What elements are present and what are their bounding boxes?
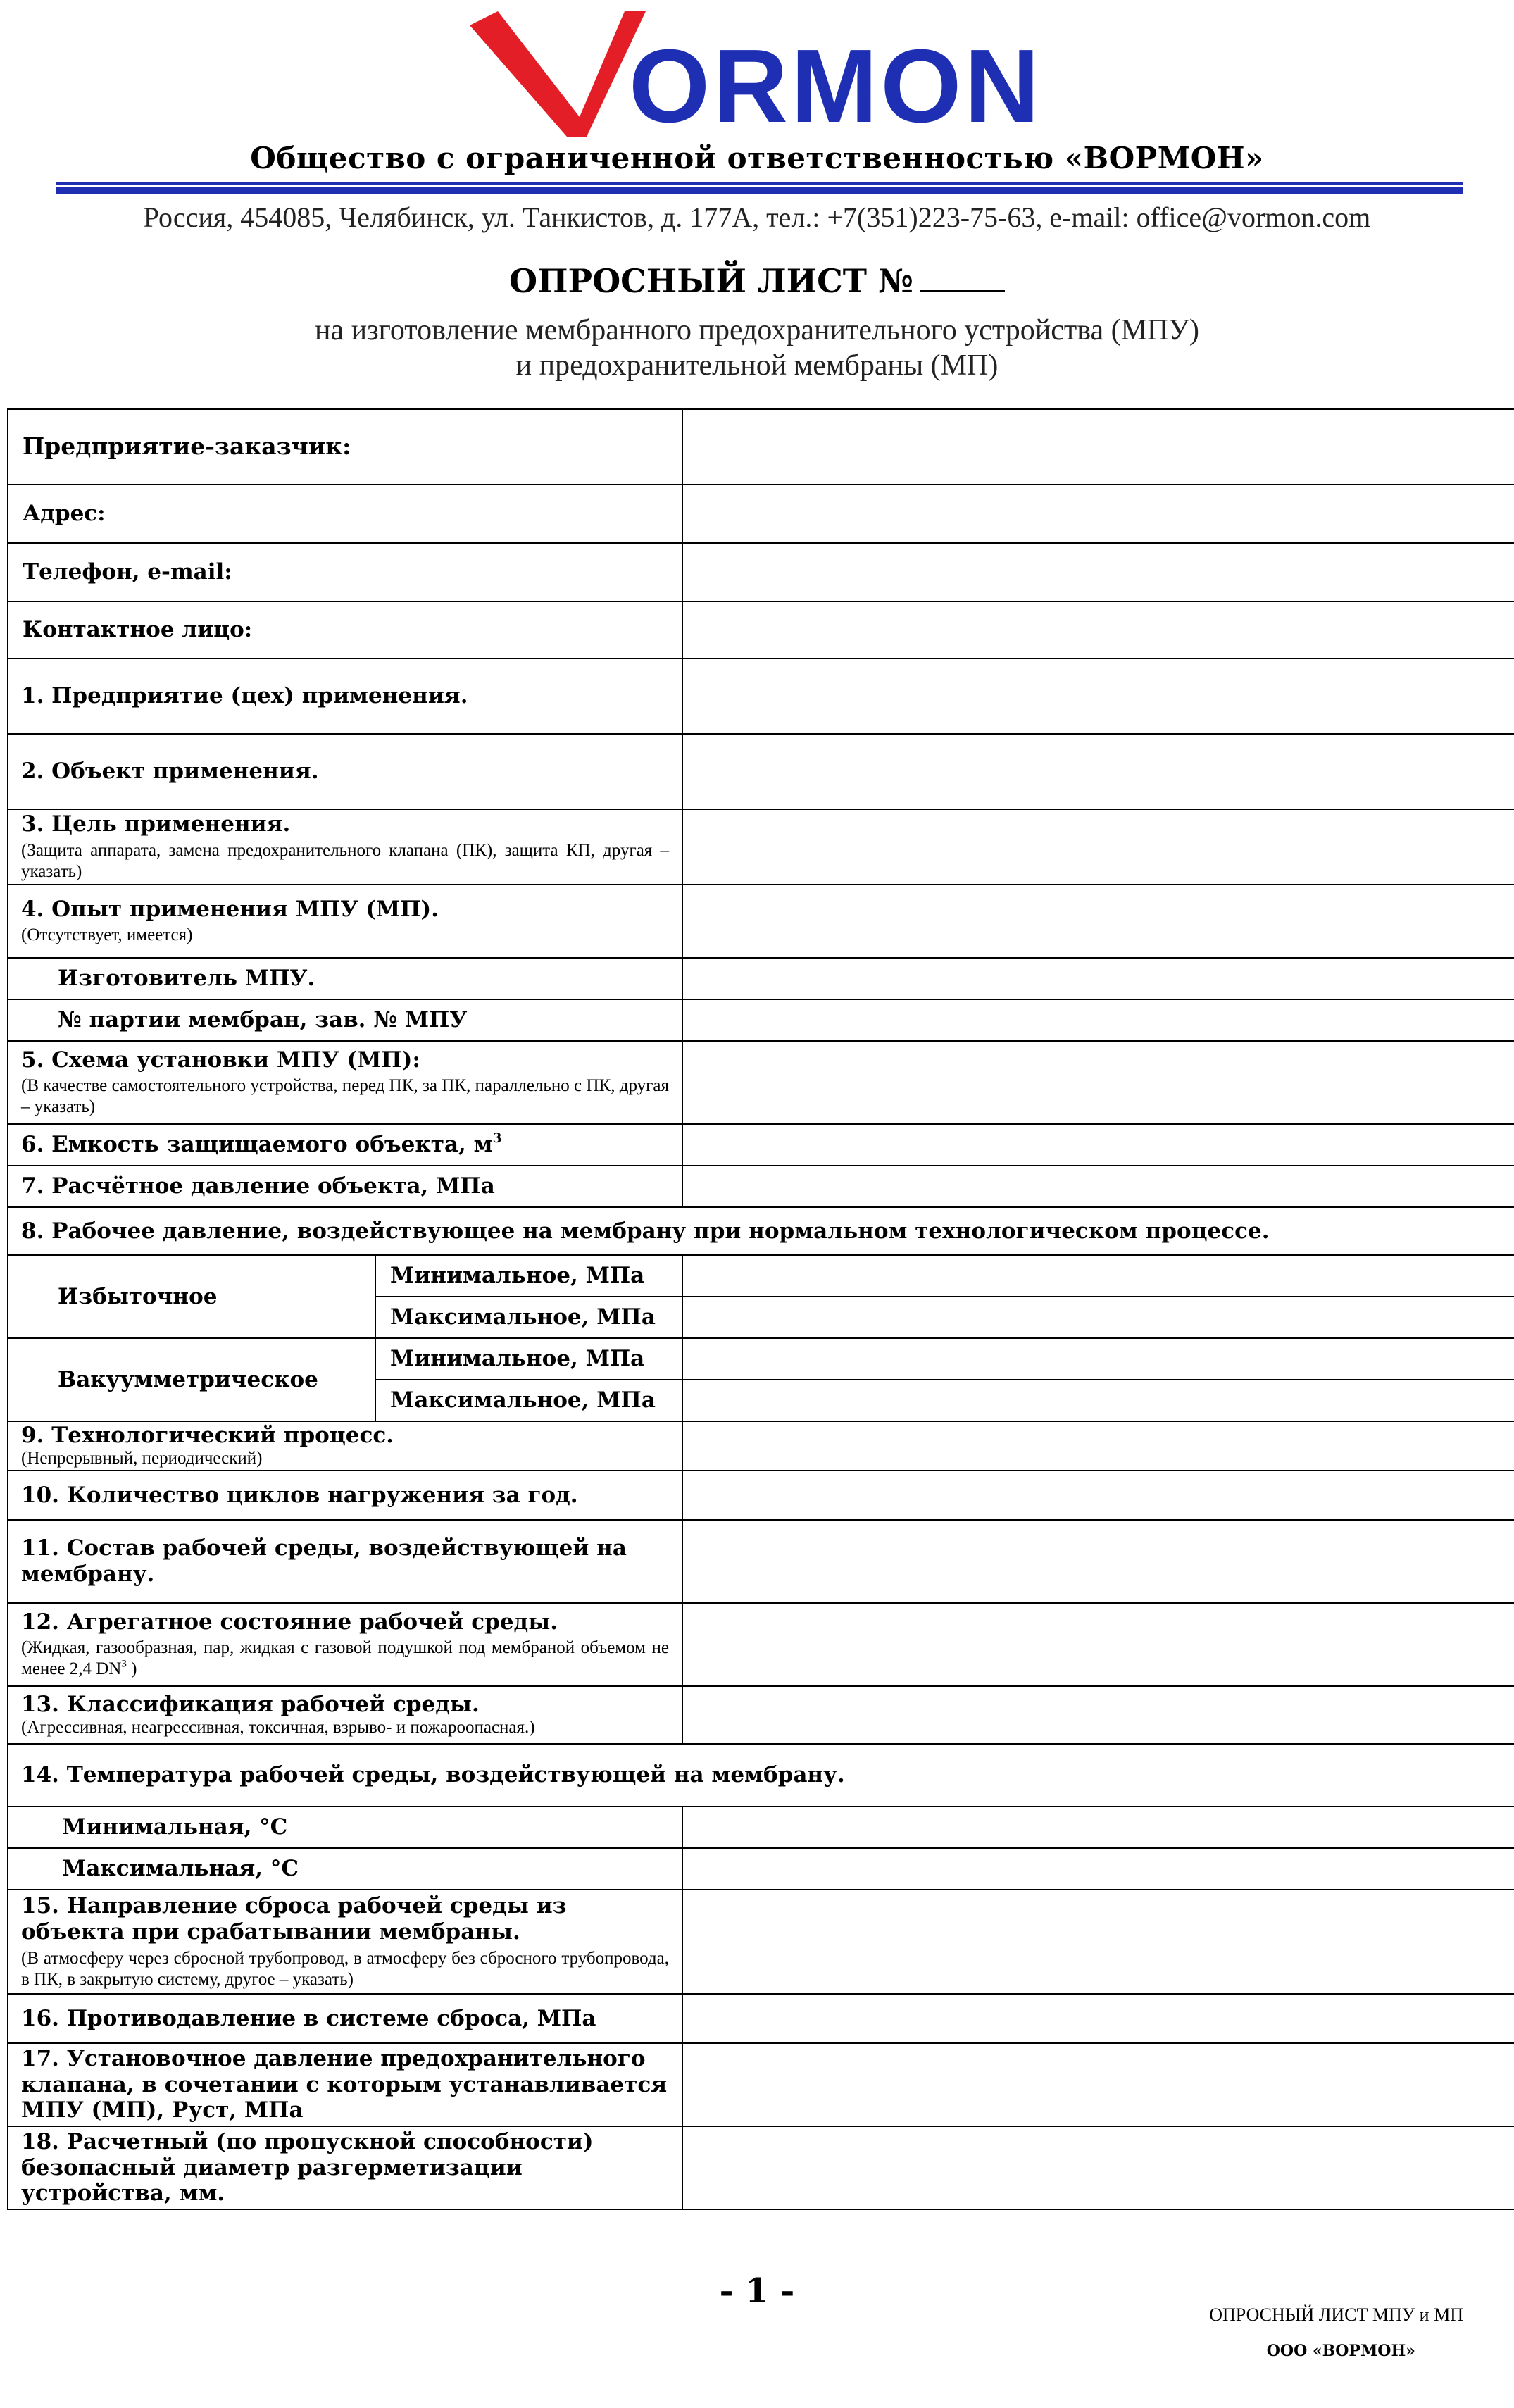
label-q12-note-exponent: 3 — [121, 1658, 127, 1670]
field-q8-vacuum-max[interactable] — [682, 1380, 1514, 1421]
table-row — [8, 1848, 1514, 1890]
label-q4 — [8, 885, 682, 958]
table-row — [8, 885, 1514, 958]
header-divider-top — [56, 182, 1463, 185]
field-q8-excess-max[interactable] — [682, 1297, 1514, 1338]
logo-v-mark — [470, 11, 646, 137]
label-q7: 7. Расчётное давление объекта, МПа — [8, 1166, 682, 1207]
page-number: - 1 - — [719, 2271, 795, 2311]
label-q1: 1. Предприятие (цех) применения. — [8, 659, 682, 734]
table-row — [8, 1207, 1514, 1255]
label-q5-note: (В качестве самостоятельного устройства, перед ПК, за ПК, параллельно с ПК, другая – указать) — [21, 1076, 670, 1117]
label-q3-note: (Защита аппарата, замена предохранительного клапана (ПК), защита КП, другая – указать) — [21, 840, 670, 881]
field-q14-min[interactable] — [682, 1807, 1514, 1848]
table-row — [8, 1890, 1514, 1994]
label-customer: Предприятие-заказчик: — [8, 409, 682, 485]
field-q1[interactable] — [682, 659, 1514, 734]
field-q3[interactable] — [682, 809, 1514, 885]
label-q15-note: (В атмосферу через сбросной трубопровод, в атмосферу без сбросного трубопровода, в ПК, в закрытую систему, другое – указать) — [21, 1948, 670, 1989]
field-q8-vacuum-min[interactable] — [682, 1338, 1514, 1380]
field-q4[interactable] — [682, 885, 1514, 958]
field-q13[interactable] — [682, 1686, 1514, 1744]
table-row — [8, 1686, 1514, 1744]
label-q6-exponent: 3 — [492, 1131, 502, 1147]
field-q10[interactable] — [682, 1471, 1514, 1520]
label-q14-max: Максимальная, °С — [8, 1848, 682, 1890]
table-row — [8, 1744, 1514, 1807]
table-row — [8, 409, 1514, 485]
label-q14: 14. Температура рабочей среды, воздействующей на мембрану. — [8, 1744, 1514, 1807]
label-q13-title: 13. Классификация рабочей среды. — [21, 1691, 480, 1717]
company-address: Россия, 454085, Челябинск, ул. Танкистов, д. 177А, тел.: +7(351)223-75-63, e-mail: office@vormon.com — [143, 201, 1371, 233]
field-q5[interactable] — [682, 1041, 1514, 1124]
label-q8-excess-max: Максимальное, МПа — [375, 1297, 682, 1338]
label-q4-title: 4. Опыт применения МПУ (МП). — [21, 896, 439, 922]
label-q8: 8. Рабочее давление, воздействующее на мембрану при нормальном технологическом процессе. — [8, 1207, 1514, 1255]
label-q15 — [8, 1890, 682, 1994]
table-row — [8, 543, 1514, 601]
label-q9-title: 9. Технологический процесс. — [21, 1422, 394, 1448]
label-q8-vacuum-max: Максимальное, МПа — [375, 1380, 682, 1421]
table-row — [8, 1807, 1514, 1848]
field-q4-batch[interactable] — [682, 999, 1514, 1041]
document-number-field[interactable] — [920, 263, 1005, 292]
table-row — [8, 1255, 1514, 1297]
document-subtitle-2: и предохранительной мембраны (МП) — [515, 349, 999, 382]
label-q18: 18. Расчетный (по пропускной способности) безопасный диаметр разгерметизации устройства, мм. — [8, 2126, 682, 2209]
field-address[interactable] — [682, 485, 1514, 543]
table-row — [8, 2043, 1514, 2126]
logo-wordmark: ORMON — [629, 28, 1043, 138]
label-q10: 10. Количество циклов нагружения за год. — [8, 1471, 682, 1520]
company-name: Общество с ограниченной ответственностью «ВОРМОН» — [250, 141, 1264, 175]
table-row — [8, 2126, 1514, 2209]
label-q8-vacuum-min: Минимальное, МПа — [375, 1338, 682, 1380]
label-q8-excess: Избыточное — [8, 1255, 375, 1338]
table-row — [8, 1994, 1514, 2043]
label-q6-text: 6. Емкость защищаемого объекта, м — [21, 1132, 493, 1158]
field-q6[interactable] — [682, 1124, 1514, 1166]
document-title-text: ОПРОСНЫЙ ЛИСТ № — [509, 262, 913, 300]
table-row — [8, 1421, 1514, 1471]
field-q16[interactable] — [682, 1994, 1514, 2043]
label-q13-note: (Агрессивная, неагрессивная, токсичная, взрыво- и пожароопасная.) — [21, 1718, 535, 1738]
document-subtitle-1: на изготовление мембранного предохранительного устройства (МПУ) — [314, 314, 1200, 347]
table-row — [8, 999, 1514, 1041]
table-row — [8, 1041, 1514, 1124]
label-q15-title: 15. Направление сброса рабочей среды из объекта при срабатывании мембраны. — [21, 1893, 567, 1945]
label-phone-email: Телефон, e-mail: — [8, 543, 682, 601]
field-q17[interactable] — [682, 2043, 1514, 2126]
label-q17: 17. Установочное давление предохранительного клапана, в сочетании с которым устанавливается МПУ (МП), Руст, МПа — [8, 2043, 682, 2126]
field-q8-excess-min[interactable] — [682, 1255, 1514, 1297]
label-q12 — [8, 1603, 682, 1686]
field-q9[interactable] — [682, 1421, 1514, 1471]
field-contact-person[interactable] — [682, 601, 1514, 659]
vormon-logo — [461, 6, 1067, 138]
footer-company: ООО «ВОРМОН» — [1266, 2342, 1415, 2360]
label-q9 — [8, 1421, 682, 1471]
field-q4-maker[interactable] — [682, 958, 1514, 999]
label-q5-title: 5. Схема установки МПУ (МП): — [21, 1047, 420, 1073]
label-q11: 11. Состав рабочей среды, воздействующей на мембрану. — [8, 1520, 682, 1603]
label-q12-note — [21, 1637, 669, 1680]
label-q14-min: Минимальная, °С — [8, 1807, 682, 1848]
label-q4-maker: Изготовитель МПУ. — [8, 958, 682, 999]
table-row — [8, 659, 1514, 734]
questionnaire-table — [7, 408, 1514, 2210]
table-row — [8, 1471, 1514, 1520]
table-row — [8, 485, 1514, 543]
field-q7[interactable] — [682, 1166, 1514, 1207]
table-row — [8, 1520, 1514, 1603]
table-row — [8, 734, 1514, 809]
label-contact-person: Контактное лицо: — [8, 601, 682, 659]
field-q11[interactable] — [682, 1520, 1514, 1603]
table-row — [8, 601, 1514, 659]
label-q8-vacuum: Вакуумметрическое — [8, 1338, 375, 1421]
label-q8-excess-min: Минимальное, МПа — [375, 1255, 682, 1297]
label-q2: 2. Объект применения. — [8, 734, 682, 809]
label-q5 — [8, 1041, 682, 1124]
label-q13 — [8, 1686, 682, 1744]
table-row — [8, 1603, 1514, 1686]
field-q12[interactable] — [682, 1603, 1514, 1686]
footer-document-name: ОПРОСНЫЙ ЛИСТ МПУ и МП — [1209, 2304, 1463, 2325]
table-row — [8, 1166, 1514, 1207]
table-row — [8, 1338, 1514, 1380]
label-q3 — [8, 809, 682, 885]
label-q9-note: (Непрерывный, периодический) — [21, 1449, 263, 1468]
table-row — [8, 1124, 1514, 1166]
label-q4-batch: № партии мембран, зав. № МПУ — [8, 999, 682, 1041]
field-q18[interactable] — [682, 2126, 1514, 2209]
table-row — [8, 958, 1514, 999]
field-q2[interactable] — [682, 734, 1514, 809]
table-row — [8, 809, 1514, 885]
label-q12-note-text: (Жидкая, газообразная, пар, жидкая с газовой подушкой под мембраной объемом не менее 2,4 DN — [21, 1638, 670, 1679]
label-q6 — [8, 1124, 682, 1166]
field-q15[interactable] — [682, 1890, 1514, 1994]
document-title — [0, 262, 1514, 300]
label-address: Адрес: — [8, 485, 682, 543]
field-phone-email[interactable] — [682, 543, 1514, 601]
field-q14-max[interactable] — [682, 1848, 1514, 1890]
label-q12-title: 12. Агрегатное состояние рабочей среды. — [21, 1609, 558, 1635]
label-q16: 16. Противодавление в системе сброса, МПа — [8, 1994, 682, 2043]
header-divider-bottom — [56, 187, 1463, 194]
label-q12-note-end: ) — [126, 1659, 137, 1679]
label-q4-note: (Отсутствует, имеется) — [21, 925, 193, 945]
field-customer[interactable] — [682, 409, 1514, 485]
label-q3-title: 3. Цель применения. — [21, 811, 291, 837]
